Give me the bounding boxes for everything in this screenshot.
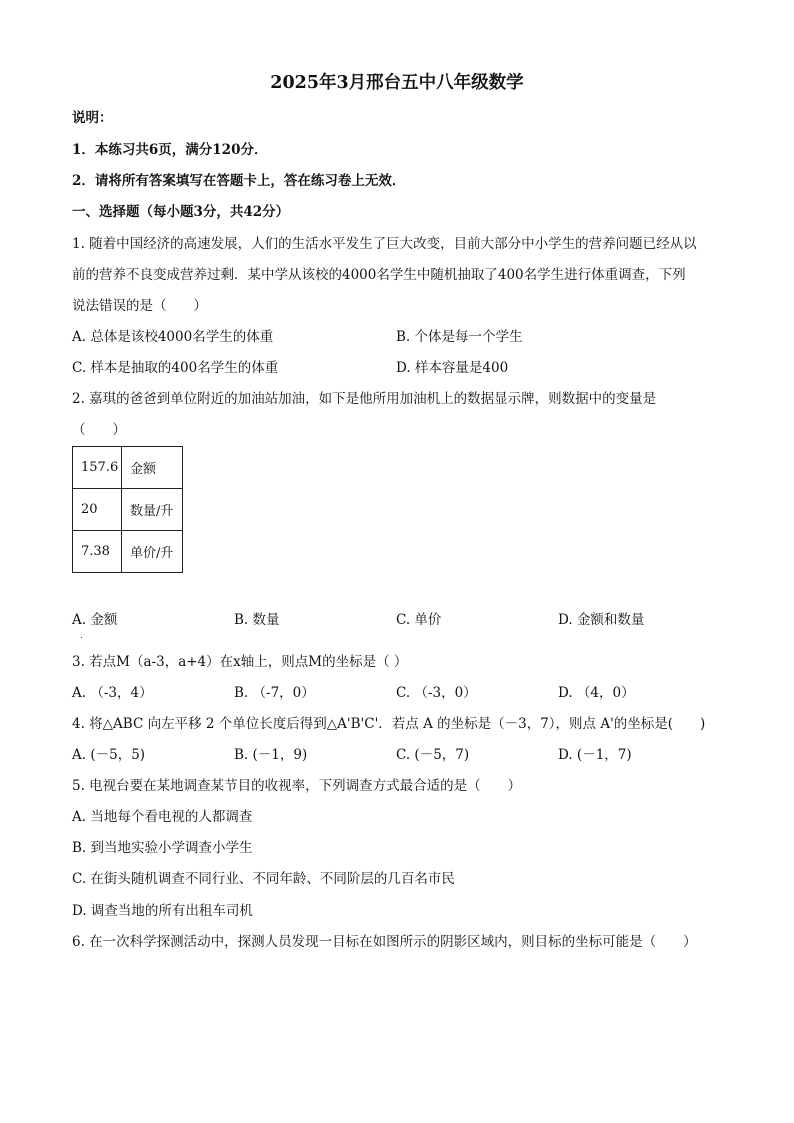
question-5-line: 5. 电视台要在某地调查某节目的收视率，下列调查方式最合适的是（ ） — [72, 778, 522, 794]
option-c: C. 单价 — [396, 612, 442, 628]
note-item: 1．本练习共6页，满分120分． — [72, 142, 268, 158]
table-cell-label: 金额 — [122, 447, 183, 489]
question-1-line: 1. 随着中国经济的高速发展，人们的生活水平发生了巨大改变，目前大部分中小学生的营养问题已经从以 — [72, 236, 697, 252]
table-cell-value: 157.6 — [73, 447, 122, 489]
table-row — [73, 489, 183, 531]
question-4-line: 4. 将△ABC 向左平移 2 个单位长度后得到△A'B'C'．若点 A 的坐标是（－3，7），则点 A'的坐标是( ) — [72, 716, 706, 732]
question-1-line: 说法错误的是（ ） — [72, 298, 207, 314]
notes-heading: 说明： — [72, 110, 113, 126]
option-a: A. 金额 — [72, 612, 118, 628]
section-heading: 一、选择题（每小题3分，共42分） — [72, 204, 290, 220]
stray-dot: . — [80, 631, 83, 641]
option-d: D. （4，0） — [558, 685, 635, 701]
question-3-line: 3. 若点M（a-3，a+4）在x轴上，则点M的坐标是（ ） — [72, 654, 408, 670]
option-c: C. 在街头随机调查不同行业、不同年龄、不同阶层的几百名市民 — [72, 871, 455, 887]
option-c: C. 样本是抽取的400名学生的体重 — [72, 360, 279, 376]
table-cell-label: 数量/升 — [122, 489, 183, 531]
option-d: D. 调查当地的所有出租车司机 — [72, 903, 253, 919]
option-b: B. (－1，9) — [234, 747, 308, 763]
option-b: B. 个体是每一个学生 — [396, 329, 523, 345]
option-b: B. 数量 — [234, 612, 280, 628]
option-b: B. 到当地实验小学调查小学生 — [72, 840, 253, 856]
option-a: A. (－5，5) — [72, 747, 146, 763]
question-2-line: （ ） — [72, 422, 126, 438]
table-row — [73, 447, 183, 489]
note-item: 2．请将所有答案填写在答题卡上，答在练习卷上无效． — [72, 173, 406, 189]
table-cell-value: 20 — [73, 489, 122, 531]
table-cell-value: 7.38 — [73, 531, 122, 573]
option-c: C. (－5，7) — [396, 747, 470, 763]
option-d: D. 样本容量是400 — [396, 360, 509, 376]
table-cell-label: 单价/升 — [122, 531, 183, 573]
option-c: C. （-3，0） — [396, 685, 477, 701]
fuel-display-table — [72, 446, 183, 573]
question-1-line: 前的营养不良变成营养过剩．某中学从该校的4000名学生中随机抽取了400名学生进行体重调查，下列 — [72, 267, 686, 283]
question-2-line: 2. 嘉琪的爸爸到单位附近的加油站加油，如下是他所用加油机上的数据显示牌，则数据中的变量是 — [72, 391, 657, 407]
option-a: A. 当地每个看电视的人都调查 — [72, 809, 253, 825]
question-6-line: 6. 在一次科学探测活动中，探测人员发现一目标在如图所示的阴影区域内，则目标的坐标可能是（ ） — [72, 934, 697, 950]
option-d: D. (－1，7) — [558, 747, 632, 763]
option-a: A. （-3，4） — [72, 685, 153, 701]
option-b: B. （-7，0） — [234, 685, 315, 701]
table-row — [73, 531, 183, 573]
page-title: 2025年3月邢台五中八年级数学 — [270, 73, 524, 93]
option-d: D. 金额和数量 — [558, 612, 645, 628]
option-a: A. 总体是该校4000名学生的体重 — [72, 329, 274, 345]
